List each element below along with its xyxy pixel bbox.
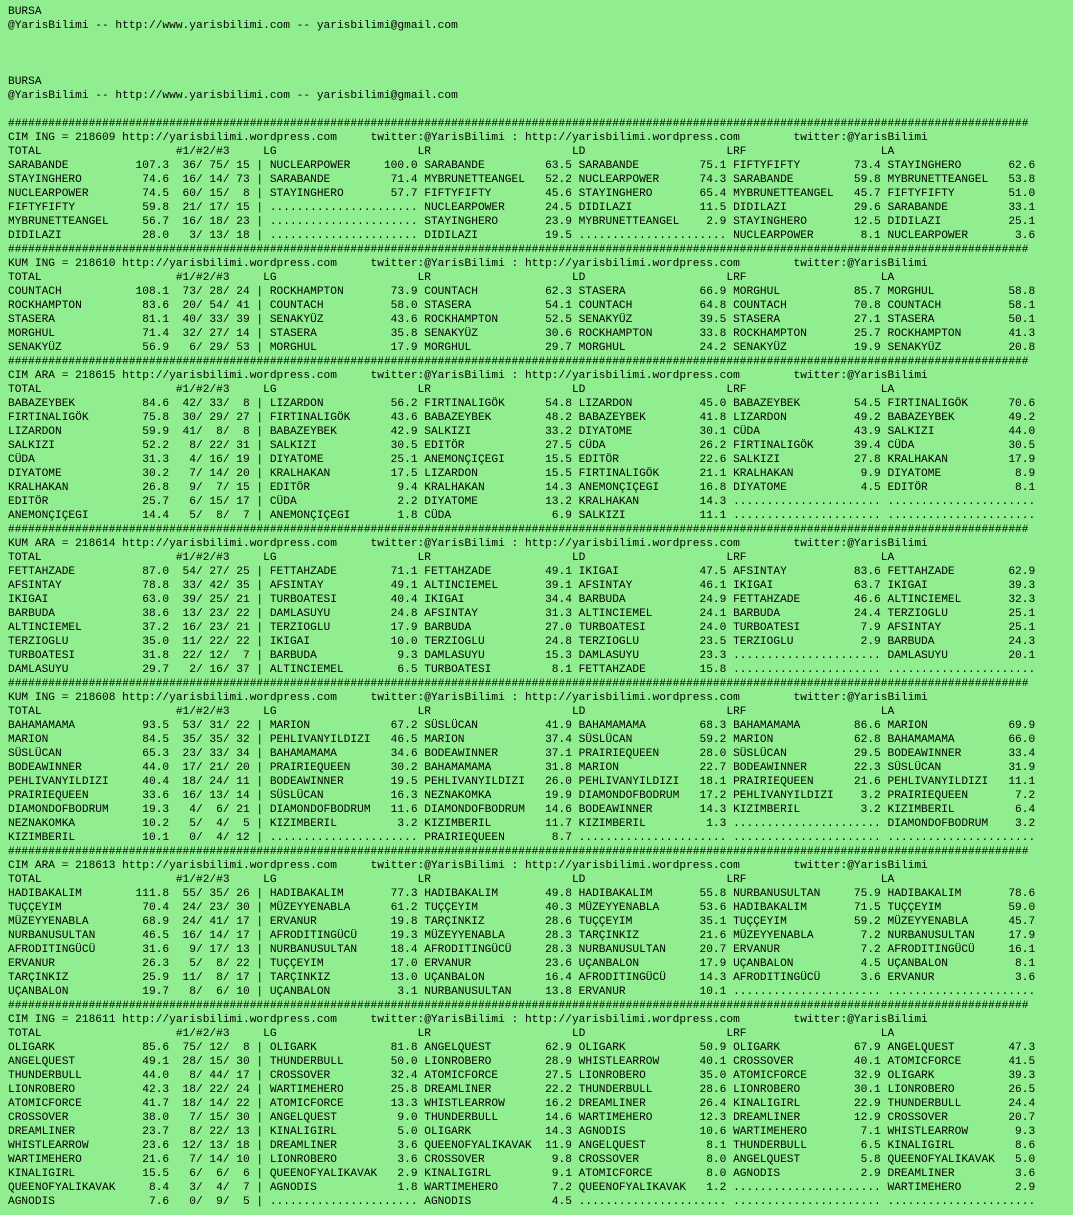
report-line: SENAKYÜZ 56.9 6/ 29/ 53 | MORGHUL 17.9 MORGHUL 29.7 MORGHUL 24.2 SENAKYÜZ 19.9 SENAKYÜZ 20.8 <box>8 342 1036 354</box>
report-line: DAMLASUYU 29.7 2/ 16/ 37 | ALTINCIEMEL 6.5 TURBOATESI 8.1 FETTAHZADE 15.8 ...................... ...................... <box>8 664 1036 676</box>
report-line: BURSA <box>8 6 42 18</box>
report-line: OLIGARK 85.6 75/ 12/ 8 | OLIGARK 81.8 ANGELQUEST 62.9 OLIGARK 50.9 OLIGARK 67.9 ANGELQUEST 47.3 <box>8 1042 1036 1054</box>
report-line: TURBOATESI 31.8 22/ 12/ 7 | BARBUDA 9.3 DAMLASUYU 15.3 DAMLASUYU 23.3 ...................... DAMLASUYU 20.1 <box>8 650 1036 662</box>
report-line: ALTINCIEMEL 37.2 16/ 23/ 21 | TERZIOGLU 17.9 BARBUDA 27.0 TURBOATESI 24.0 TURBOATESI 7.9 AFSINTAY 25.1 <box>8 622 1036 634</box>
report-line: DREAMLINER 23.7 8/ 22/ 13 | KINALIGIRL 5.0 OLIGARK 14.3 AGNODIS 10.6 WARTIMEHERO 7.1 WHISTLEARROW 9.3 <box>8 1126 1036 1138</box>
report-line: CIM ING = 218611 http://yarisbilimi.wordpress.com twitter:@YarisBilimi : http://yarisbilimi.wordpress.com twitter:@YarisBilimi <box>8 1014 928 1026</box>
report-line: BAHAMAMAMA 93.5 53/ 31/ 22 | MARION 67.2 SÜSLÜCAN 41.9 BAHAMAMAMA 68.3 BAHAMAMAMA 86.6 MARION 69.9 <box>8 720 1036 732</box>
report-line: TOTAL #1/#2/#3 LG LR LD LRF LA <box>8 1028 895 1040</box>
report-line: EDITÖR 25.7 6/ 15/ 17 | CÜDA 2.2 DIYATOME 13.2 KRALHAKAN 14.3 ...................... ...................... <box>8 496 1036 508</box>
report-line: ######################################################################################################################################################## <box>8 356 1029 368</box>
report-line: KIZIMBERIL 10.1 0/ 4/ 12 | ...................... PRAIRIEQUEEN 8.7 ...................... ...................... ...................... <box>8 832 1036 844</box>
report-line: ######################################################################################################################################################## <box>8 846 1029 858</box>
report-line: @YarisBilimi -- http://www.yarisbilimi.com -- yarisbilimi@gmail.com <box>8 90 458 102</box>
report-line: FIFTYFIFTY 59.8 21/ 17/ 15 | ...................... NUCLEARPOWER 24.5 DIDILAZI 11.5 DIDILAZI 29.6 SARABANDE 33.1 <box>8 202 1036 214</box>
report-line: BARBUDA 38.6 13/ 23/ 22 | DAMLASUYU 24.8 AFSINTAY 31.3 ALTINCIEMEL 24.1 BARBUDA 24.4 TERZIOGLU 25.1 <box>8 608 1036 620</box>
report-line: STASERA 81.1 40/ 33/ 39 | SENAKYÜZ 43.6 ROCKHAMPTON 52.5 SENAKYÜZ 39.5 STASERA 27.1 STASERA 50.1 <box>8 314 1036 326</box>
report-line: WARTIMEHERO 21.6 7/ 14/ 10 | LIONROBERO 3.6 CROSSOVER 9.8 CROSSOVER 8.0 ANGELQUEST 5.8 QUEENOFYALIKAVAK 5.0 <box>8 1154 1036 1166</box>
report-line: SARABANDE 107.3 36/ 75/ 15 | NUCLEARPOWER 100.0 SARABANDE 63.5 SARABANDE 75.1 FIFTYFIFTY 73.4 STAYINGHERO 62.6 <box>8 160 1036 172</box>
report-line <box>8 61 1073 75</box>
report-line: TOTAL #1/#2/#3 LG LR LD LRF LA <box>8 384 895 396</box>
report-line: AFSINTAY 78.8 33/ 42/ 35 | AFSINTAY 49.1 ALTINCIEMEL 39.1 AFSINTAY 46.1 IKIGAI 63.7 IKIGAI 39.3 <box>8 580 1036 592</box>
report-line: COUNTACH 108.1 73/ 28/ 24 | ROCKHAMPTON 73.9 COUNTACH 62.3 STASERA 66.9 MORGHUL 85.7 MORGHUL 58.8 <box>8 286 1036 298</box>
report-line: CÜDA 31.3 4/ 16/ 19 | DIYATOME 25.1 ANEMONÇIÇEGI 15.5 EDITÖR 22.6 SALKIZI 27.8 KRALHAKAN 17.9 <box>8 454 1036 466</box>
report-line: LIONROBERO 42.3 18/ 22/ 24 | WARTIMEHERO 25.8 DREAMLINER 22.2 THUNDERBULL 28.6 LIONROBERO 30.1 LIONROBERO 26.5 <box>8 1084 1036 1096</box>
report-line: KUM ING = 218610 http://yarisbilimi.wordpress.com twitter:@YarisBilimi : http://yarisbilimi.wordpress.com twitter:@YarisBilimi <box>8 258 928 270</box>
report-line: TOTAL #1/#2/#3 LG LR LD LRF LA <box>8 272 895 284</box>
report-line: ANEMONÇIÇEGI 14.4 5/ 8/ 7 | ANEMONÇIÇEGI 1.8 CÜDA 6.9 SALKIZI 11.1 ...................... ...................... <box>8 510 1036 522</box>
report-line: TOTAL #1/#2/#3 LG LR LD LRF LA <box>8 552 895 564</box>
report-line: KUM ING = 218608 http://yarisbilimi.wordpress.com twitter:@YarisBilimi : http://yarisbilimi.wordpress.com twitter:@YarisBilimi <box>8 692 928 704</box>
report-line: TARÇINKIZ 25.9 11/ 8/ 17 | TARÇINKIZ 13.0 UÇANBALON 16.4 AFRODITINGÜCÜ 14.3 AFRODITINGÜCÜ 3.6 ERVANUR 3.6 <box>8 972 1036 984</box>
report-line: DIDILAZI 28.0 3/ 13/ 18 | ...................... DIDILAZI 19.5 ...................... NUCLEARPOWER 8.1 NUCLEARPOWER 3.6 <box>8 230 1036 242</box>
report-line: CROSSOVER 38.0 7/ 15/ 30 | ANGELQUEST 9.0 THUNDERBULL 14.6 WARTIMEHERO 12.3 DREAMLINER 12.9 CROSSOVER 20.7 <box>8 1112 1036 1124</box>
report-line: ######################################################################################################################################################## <box>8 678 1029 690</box>
report-line: CIM ING = 218609 http://yarisbilimi.wordpress.com twitter:@YarisBilimi : http://yarisbilimi.wordpress.com twitter:@YarisBilimi <box>8 132 928 144</box>
report-line: TUÇÇEYIM 70.4 24/ 23/ 30 | MÜZEYYENABLA 61.2 TUÇÇEYIM 40.3 MÜZEYYENABLA 53.6 HADIBAKALIM 71.5 TUÇÇEYIM 59.0 <box>8 902 1036 914</box>
report-line: FIRTINALIGÖK 75.8 30/ 29/ 27 | FIRTINALIGÖK 43.6 BABAZEYBEK 48.2 BABAZEYBEK 41.8 LIZARDON 49.2 BABAZEYBEK 49.2 <box>8 412 1036 424</box>
report-line: SALKIZI 52.2 8/ 22/ 31 | SALKIZI 30.5 EDITÖR 27.5 CÜDA 26.2 FIRTINALIGÖK 39.4 CÜDA 30.5 <box>8 440 1036 452</box>
report-line: NUCLEARPOWER 74.5 60/ 15/ 8 | STAYINGHERO 57.7 FIFTYFIFTY 45.6 STAYINGHERO 65.4 MYBRUNETTEANGEL 45.7 FIFTYFIFTY 51.0 <box>8 188 1036 200</box>
report-line: STAYINGHERO 74.6 16/ 14/ 73 | SARABANDE 71.4 MYBRUNETTEANGEL 52.2 NUCLEARPOWER 74.3 SARABANDE 59.8 MYBRUNETTEANGEL 53.8 <box>8 174 1036 186</box>
report-line: ######################################################################################################################################################## <box>8 1000 1029 1012</box>
report-line: ATOMICFORCE 41.7 18/ 14/ 22 | ATOMICFORCE 13.3 WHISTLEARROW 16.2 DREAMLINER 26.4 KINALIGIRL 22.9 THUNDERBULL 24.4 <box>8 1098 1036 1110</box>
report-line: FETTAHZADE 87.0 54/ 27/ 25 | FETTAHZADE 71.1 FETTAHZADE 49.1 IKIGAI 47.5 AFSINTAY 83.6 FETTAHZADE 62.9 <box>8 566 1036 578</box>
report-line: PRAIRIEQUEEN 33.6 16/ 13/ 14 | SÜSLÜCAN 16.3 NEZNAKOMKA 19.9 DIAMONDOFBODRUM 17.2 PEHLIVANYILDIZI 3.2 PRAIRIEQUEEN 7.2 <box>8 790 1036 802</box>
report-line: ######################################################################################################################################################## <box>8 524 1029 536</box>
report-line: BABAZEYBEK 84.6 42/ 33/ 8 | LIZARDON 56.2 FIRTINALIGÖK 54.8 LIZARDON 45.0 BABAZEYBEK 54.5 FIRTINALIGÖK 70.6 <box>8 398 1036 410</box>
report-line: ######################################################################################################################################################## <box>8 118 1029 130</box>
report-line: TOTAL #1/#2/#3 LG LR LD LRF LA <box>8 706 895 718</box>
report-line: PEHLIVANYILDIZI 40.4 18/ 24/ 11 | BODEAWINNER 19.5 PEHLIVANYILDIZI 26.0 PEHLIVANYILDIZI 18.1 PRAIRIEQUEEN 21.6 PEHLIVANYILDIZI 11.1 <box>8 776 1036 788</box>
report-line: KRALHAKAN 26.8 9/ 7/ 15 | EDITÖR 9.4 KRALHAKAN 14.3 ANEMONÇIÇEGI 16.8 DIYATOME 4.5 EDITÖR 8.1 <box>8 482 1036 494</box>
report-line: KUM ARA = 218614 http://yarisbilimi.wordpress.com twitter:@YarisBilimi : http://yarisbilimi.wordpress.com twitter:@YarisBilimi <box>8 538 928 550</box>
report-line: MÜZEYYENABLA 68.9 24/ 41/ 17 | ERVANUR 19.8 TARÇINKIZ 28.6 TUÇÇEYIM 35.1 TUÇÇEYIM 59.2 MÜZEYYENABLA 45.7 <box>8 916 1036 928</box>
report-line: NEZNAKOMKA 10.2 5/ 4/ 5 | KIZIMBERIL 3.2 KIZIMBERIL 11.7 KIZIMBERIL 1.3 ...................... DIAMONDOFBODRUM 3.2 <box>8 818 1036 830</box>
report-line: KINALIGIRL 15.5 6/ 6/ 6 | QUEENOFYALIKAVAK 2.9 KINALIGIRL 9.1 ATOMICFORCE 8.0 AGNODIS 2.9 DREAMLINER 3.6 <box>8 1168 1036 1180</box>
report-line: MORGHUL 71.4 32/ 27/ 14 | STASERA 35.8 SENAKYÜZ 30.6 ROCKHAMPTON 33.8 ROCKHAMPTON 25.7 ROCKHAMPTON 41.3 <box>8 328 1036 340</box>
report-line: AGNODIS 7.6 0/ 9/ 5 | ...................... AGNODIS 4.5 ...................... ...................... ...................... <box>8 1196 1036 1208</box>
report-line <box>8 47 1073 61</box>
report-line: IKIGAI 63.0 39/ 25/ 21 | TURBOATESI 40.4 IKIGAI 34.4 BARBUDA 24.9 FETTAHZADE 46.6 ALTINCIEMEL 32.3 <box>8 594 1036 606</box>
report-line: DIYATOME 30.2 7/ 14/ 20 | KRALHAKAN 17.5 LIZARDON 15.5 FIRTINALIGÖK 21.1 KRALHAKAN 9.9 DIYATOME 8.9 <box>8 468 1036 480</box>
report-line: UÇANBALON 19.7 8/ 6/ 10 | UÇANBALON 3.1 NURBANUSULTAN 13.8 ERVANUR 10.1 ...................... ...................... <box>8 986 1036 998</box>
report-line: THUNDERBULL 44.0 8/ 44/ 17 | CROSSOVER 32.4 ATOMICFORCE 27.5 LIONROBERO 35.0 ATOMICFORCE 32.9 OLIGARK 39.3 <box>8 1070 1036 1082</box>
report-line: WHISTLEARROW 23.6 12/ 13/ 18 | DREAMLINER 3.6 QUEENOFYALIKAVAK 11.9 ANGELQUEST 8.1 THUNDERBULL 6.5 KINALIGIRL 8.6 <box>8 1140 1036 1152</box>
report-line: QUEENOFYALIKAVAK 8.4 3/ 4/ 7 | AGNODIS 1.8 WARTIMEHERO 7.2 QUEENOFYALIKAVAK 1.2 ...................... WARTIMEHERO 2.9 <box>8 1182 1036 1194</box>
report-line: MYBRUNETTEANGEL 56.7 16/ 18/ 23 | ...................... STAYINGHERO 23.9 MYBRUNETTEANGEL 2.9 STAYINGHERO 12.5 DIDILAZI 25.1 <box>8 216 1036 228</box>
report-line: @YarisBilimi -- http://www.yarisbilimi.com -- yarisbilimi@gmail.com <box>8 20 458 32</box>
report-line: CIM ARA = 218613 http://yarisbilimi.wordpress.com twitter:@YarisBilimi : http://yarisbilimi.wordpress.com twitter:@YarisBilimi <box>8 860 928 872</box>
report-line: LIZARDON 59.9 41/ 8/ 8 | BABAZEYBEK 42.9 SALKIZI 33.2 DIYATOME 30.1 CÜDA 43.9 SALKIZI 44.0 <box>8 426 1036 438</box>
report-line: BURSA <box>8 76 42 88</box>
report-line: ANGELQUEST 49.1 28/ 15/ 30 | THUNDERBULL 50.0 LIONROBERO 28.9 WHISTLEARROW 40.1 CROSSOVER 40.1 ATOMICFORCE 41.5 <box>8 1056 1036 1068</box>
report-line <box>8 33 1073 47</box>
report-line: TOTAL #1/#2/#3 LG LR LD LRF LA <box>8 146 895 158</box>
report-line: MARION 84.5 35/ 35/ 32 | PEHLIVANYILDIZI 46.5 MARION 37.4 SÜSLÜCAN 59.2 MARION 62.8 BAHAMAMAMA 66.0 <box>8 734 1036 746</box>
report-line: ROCKHAMPTON 83.6 20/ 54/ 41 | COUNTACH 58.0 STASERA 54.1 COUNTACH 64.8 COUNTACH 70.8 COUNTACH 58.1 <box>8 300 1036 312</box>
report-line: HADIBAKALIM 111.8 55/ 35/ 26 | HADIBAKALIM 77.3 HADIBAKALIM 49.8 HADIBAKALIM 55.8 NURBANUSULTAN 75.9 HADIBAKALIM 78.6 <box>8 888 1036 900</box>
report-line: ######################################################################################################################################################## <box>8 244 1029 256</box>
report-line: BODEAWINNER 44.0 17/ 21/ 20 | PRAIRIEQUEEN 30.2 BAHAMAMAMA 31.8 MARION 22.7 BODEAWINNER 22.3 SÜSLÜCAN 31.9 <box>8 762 1036 774</box>
report-line: CIM ARA = 218615 http://yarisbilimi.wordpress.com twitter:@YarisBilimi : http://yarisbilimi.wordpress.com twitter:@YarisBilimi <box>8 370 928 382</box>
report-line <box>8 103 1073 117</box>
report-line: ERVANUR 26.3 5/ 8/ 22 | TUÇÇEYIM 17.0 ERVANUR 23.6 UÇANBALON 17.9 UÇANBALON 4.5 UÇANBALON 8.1 <box>8 958 1036 970</box>
report-line: AFRODITINGÜCÜ 31.6 9/ 17/ 13 | NURBANUSULTAN 18.4 AFRODITINGÜCÜ 28.3 NURBANUSULTAN 20.7 ERVANUR 7.2 AFRODITINGÜCÜ 16.1 <box>8 944 1036 956</box>
report-line: DIAMONDOFBODRUM 19.3 4/ 6/ 21 | DIAMONDOFBODRUM 11.6 DIAMONDOFBODRUM 14.6 BODEAWINNER 14.3 KIZIMBERIL 3.2 KIZIMBERIL 6.4 <box>8 804 1036 816</box>
report-line: NURBANUSULTAN 46.5 16/ 14/ 17 | AFRODITINGÜCÜ 19.3 MÜZEYYENABLA 28.3 TARÇINKIZ 21.6 MÜZEYYENABLA 7.2 NURBANUSULTAN 17.9 <box>8 930 1036 942</box>
report-line: SÜSLÜCAN 65.3 23/ 33/ 34 | BAHAMAMAMA 34.6 BODEAWINNER 37.1 PRAIRIEQUEEN 28.0 SÜSLÜCAN 29.5 BODEAWINNER 33.4 <box>8 748 1036 760</box>
report-line: TOTAL #1/#2/#3 LG LR LD LRF LA <box>8 874 895 886</box>
report-line: TERZIOGLU 35.0 11/ 22/ 22 | IKIGAI 10.0 TERZIOGLU 24.8 TERZIOGLU 23.5 TERZIOGLU 2.9 BARBUDA 24.3 <box>8 636 1036 648</box>
